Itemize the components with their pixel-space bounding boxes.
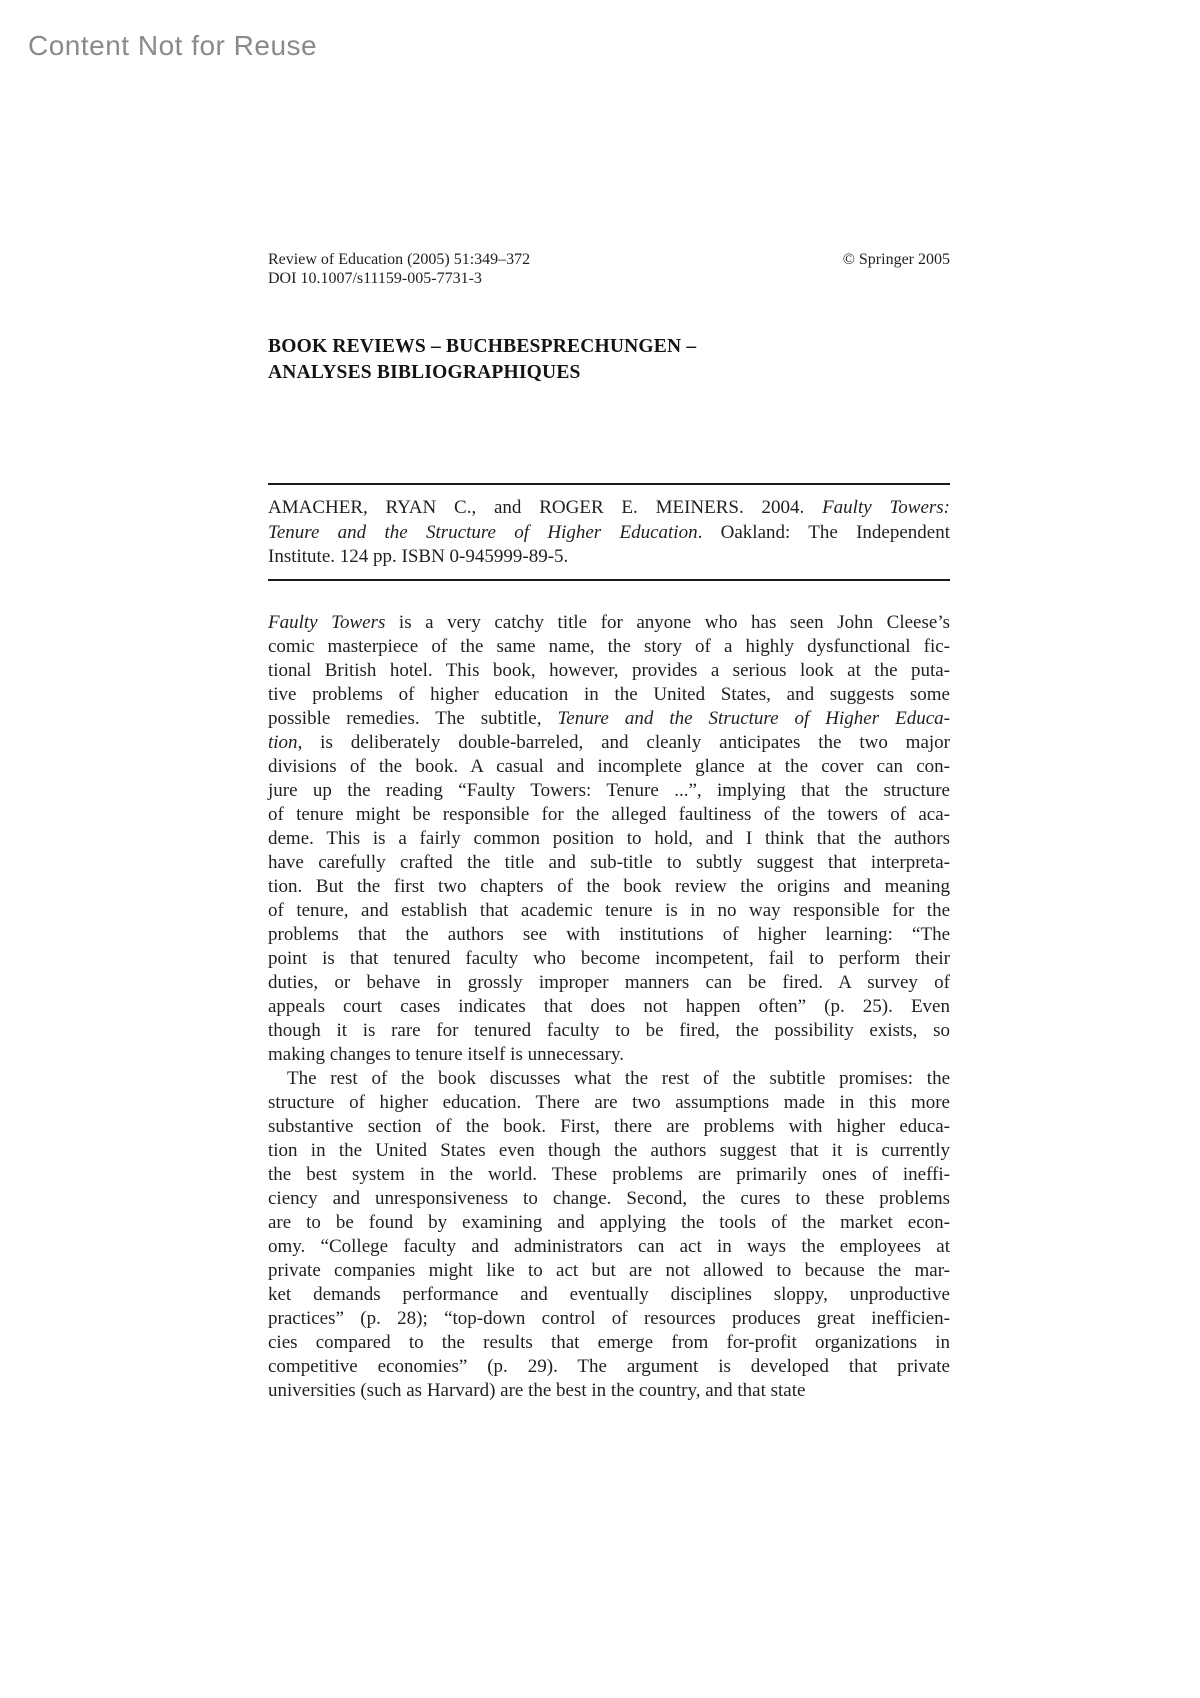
journal-citation: Review of Education (2005) 51:349–372 [268, 251, 531, 268]
text-line [268, 683, 950, 707]
section-heading [268, 334, 950, 386]
text-segment: appeals court cases indicates that does not happen often” (p. 25). Even [268, 995, 950, 1017]
text-segment: deme. This is a fairly common position to hold, and I think that the authors [268, 827, 950, 849]
text-line [268, 947, 950, 971]
text-line [268, 1139, 950, 1163]
text-line [268, 545, 950, 570]
text-segment: substantive section of the book. First, there are problems with higher educa- [268, 1115, 950, 1137]
text-line [268, 779, 950, 803]
text-segment: cies compared to the results that emerge from for-profit organizations in [268, 1331, 950, 1353]
review-body [268, 611, 950, 1403]
text-segment: omy. “College faculty and administrators can act in ways the employees at [268, 1235, 950, 1257]
text-line [268, 1163, 950, 1187]
text-line [268, 635, 950, 659]
text-segment: possible remedies. The subtitle, [268, 707, 558, 729]
text-segment: divisions of the book. A casual and incomplete glance at the cover can con- [268, 755, 950, 777]
italic-text-segment: tion [268, 731, 298, 753]
book-citation-block [268, 483, 950, 581]
text-segment: the best system in the world. These problems are primarily ones of ineffi- [268, 1163, 950, 1185]
text-segment: practices” (p. 28); “top-down control of resources produces great inefficien- [268, 1307, 950, 1329]
text-segment: tion in the United States even though the authors suggest that it is currently [268, 1139, 950, 1161]
italic-text-segment: Faulty Towers: [822, 497, 950, 518]
text-line [268, 923, 950, 947]
text-segment: jure up the reading “Faulty Towers: Tenure ...”, implying that the structure [268, 779, 950, 801]
text-line [268, 1043, 950, 1067]
text-line [268, 611, 950, 635]
text-line [268, 1067, 950, 1091]
content-column [268, 0, 950, 1403]
text-line [268, 995, 950, 1019]
text-line [268, 899, 950, 923]
text-segment: of tenure might be responsible for the alleged faultiness of the towers of aca- [268, 803, 950, 825]
text-line [268, 971, 950, 995]
text-segment: are to be found by examining and applying the tools of the market econ- [268, 1211, 950, 1233]
italic-text-segment: Tenure and the Structure of Higher Educa- [557, 707, 950, 729]
text-line [268, 1331, 950, 1355]
text-segment: private companies might like to act but are not allowed to because the mar- [268, 1259, 950, 1281]
text-segment: duties, or behave in grossly improper manners can be fired. A survey of [268, 971, 950, 993]
text-line [268, 1283, 950, 1307]
text-line [268, 659, 950, 683]
text-segment: making changes to tenure itself is unnecessary. [268, 1043, 624, 1065]
text-line [268, 496, 950, 521]
text-line [268, 1211, 950, 1235]
text-segment: ket demands performance and eventually disciplines sloppy, unproductive [268, 1283, 950, 1305]
text-segment: though it is rare for tenured faculty to be fired, the possibility exists, so [268, 1019, 950, 1041]
text-line [268, 731, 950, 755]
text-line [268, 1019, 950, 1043]
paragraph [268, 611, 950, 1067]
text-line [268, 1235, 950, 1259]
text-line [268, 521, 950, 546]
text-line [268, 875, 950, 899]
text-line [268, 1115, 950, 1139]
text-segment: AMACHER, RYAN C., and ROGER E. MEINERS. 2004. [268, 497, 823, 518]
text-segment: is a very catchy title for anyone who has seen John Cleese’s [385, 611, 950, 633]
text-segment: tional British hotel. This book, however, provides a serious look at the puta- [268, 659, 950, 681]
text-segment: of tenure, and establish that academic tenure is in no way responsible for the [268, 899, 950, 921]
section-heading-line2: ANALYSES BIBLIOGRAPHIQUES [268, 362, 581, 383]
text-line [268, 755, 950, 779]
italic-text-segment: Tenure and the Structure of Higher Education [268, 521, 698, 543]
text-segment: . Oakland: The Independent [697, 521, 950, 543]
text-line [268, 827, 950, 851]
text-line [268, 803, 950, 827]
text-line [268, 1379, 950, 1403]
paragraph [268, 1067, 950, 1403]
text-line [268, 1187, 950, 1211]
text-segment: The rest of the book discusses what the rest of the subtitle promises: the [287, 1067, 950, 1089]
text-segment: point is that tenured faculty who become incompetent, fail to perform their [268, 947, 950, 969]
text-line [268, 1355, 950, 1379]
doi-line: DOI 10.1007/s11159-005-7731-3 [268, 270, 482, 287]
watermark-text: Content Not for Reuse [28, 30, 318, 61]
journal-header-row [268, 250, 950, 269]
text-segment: tion. But the first two chapters of the book review the origins and meaning [268, 875, 950, 897]
text-line [268, 707, 950, 731]
text-segment: universities (such as Harvard) are the best in the country, and that state [268, 1379, 806, 1401]
text-line [268, 1307, 950, 1331]
italic-text-segment: Faulty Towers [268, 611, 386, 633]
text-segment: tive problems of higher education in the United States, and suggests some [268, 683, 950, 705]
text-segment: ciency and unresponsiveness to change. Second, the cures to these problems [268, 1187, 950, 1209]
text-segment: competitive economies” (p. 29). The argument is developed that private [268, 1355, 950, 1377]
text-segment: Institute. 124 pp. ISBN 0-945999-89-5. [268, 546, 569, 567]
text-line [268, 851, 950, 875]
text-segment: , is deliberately double-barreled, and cleanly anticipates the two major [297, 731, 950, 753]
text-line [268, 1091, 950, 1115]
section-heading-line1: BOOK REVIEWS – BUCHBESPRECHUNGEN – [268, 336, 697, 357]
text-segment: comic masterpiece of the same name, the story of a highly dysfunctional fic- [268, 635, 950, 657]
copyright-notice: © Springer 2005 [842, 251, 950, 268]
text-segment: structure of higher education. There are two assumptions made in this more [268, 1091, 950, 1113]
text-segment: have carefully crafted the title and sub-title to subtly suggest that interpreta- [268, 851, 950, 873]
text-segment: problems that the authors see with institutions of higher learning: “The [268, 923, 950, 945]
text-line [268, 1259, 950, 1283]
